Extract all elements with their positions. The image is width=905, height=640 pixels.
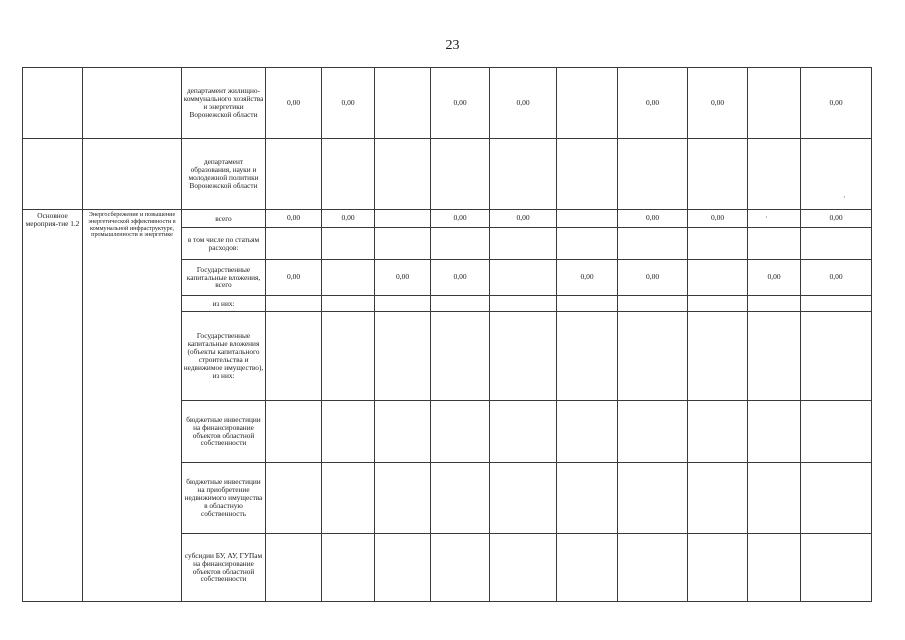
source-cell: в том числе по статьям расходов:	[182, 228, 266, 260]
value-cell: 0,00	[801, 68, 872, 139]
value-cell	[688, 401, 748, 463]
source-cell: субсидии БУ, АУ, ГУПам на финансирование объектов областной собственности	[182, 534, 266, 602]
value-cell	[801, 312, 872, 401]
value-cell	[801, 296, 872, 312]
value-cell	[266, 463, 322, 534]
value-cell	[557, 463, 618, 534]
value-cell	[490, 401, 557, 463]
value-cell: 0,00	[266, 260, 322, 296]
value-cell	[688, 296, 748, 312]
value-cell: 0,00	[618, 210, 688, 228]
value-cell	[748, 401, 801, 463]
value-cell	[322, 260, 375, 296]
value-cell	[490, 463, 557, 534]
value-cell: 0,00	[748, 260, 801, 296]
value-cell: 0,00	[431, 210, 490, 228]
value-cell	[322, 534, 375, 602]
empty-cell	[83, 68, 182, 139]
value-cell	[431, 312, 490, 401]
value-cell: 0,00	[490, 210, 557, 228]
value-cell: 0,00	[801, 260, 872, 296]
value-cell: 0,00	[688, 210, 748, 228]
value-cell	[431, 228, 490, 260]
value-cell	[688, 228, 748, 260]
value-cell	[266, 401, 322, 463]
value-cell	[266, 296, 322, 312]
value-cell	[557, 401, 618, 463]
scan-speck: ·	[843, 193, 846, 202]
value-cell	[375, 210, 431, 228]
value-cell	[557, 139, 618, 210]
value-cell	[375, 312, 431, 401]
value-cell	[431, 139, 490, 210]
value-cell	[490, 228, 557, 260]
value-cell	[266, 534, 322, 602]
value-cell	[266, 312, 322, 401]
value-cell	[801, 463, 872, 534]
value-cell: 0,00	[618, 260, 688, 296]
value-cell	[375, 534, 431, 602]
scan-speck: ·	[264, 193, 267, 202]
value-cell	[748, 68, 801, 139]
value-cell	[431, 463, 490, 534]
value-cell: 0,00	[375, 260, 431, 296]
value-cell	[801, 228, 872, 260]
source-cell: всего	[182, 210, 266, 228]
value-cell	[431, 534, 490, 602]
value-cell	[748, 463, 801, 534]
value-cell	[266, 228, 322, 260]
value-cell	[375, 139, 431, 210]
value-cell	[748, 228, 801, 260]
value-cell	[618, 401, 688, 463]
value-cell	[748, 139, 801, 210]
value-cell	[375, 228, 431, 260]
value-cell	[375, 401, 431, 463]
value-cell: 0,00	[688, 68, 748, 139]
value-cell: 0,00	[801, 210, 872, 228]
value-cell	[557, 210, 618, 228]
value-cell	[748, 534, 801, 602]
value-cell	[490, 312, 557, 401]
value-cell	[618, 463, 688, 534]
value-cell	[688, 534, 748, 602]
value-cell	[490, 260, 557, 296]
value-cell	[322, 296, 375, 312]
value-cell	[748, 312, 801, 401]
value-cell	[618, 228, 688, 260]
value-cell: 0,00	[618, 68, 688, 139]
value-cell	[322, 463, 375, 534]
value-cell: 0,00	[557, 260, 618, 296]
empty-cell	[83, 139, 182, 210]
source-cell: из них:	[182, 296, 266, 312]
value-cell: 0,00	[266, 68, 322, 139]
value-cell	[322, 228, 375, 260]
value-cell	[375, 463, 431, 534]
source-cell: Государственные капитальные вложения, всего	[182, 260, 266, 296]
value-cell	[748, 210, 801, 228]
value-cell	[688, 312, 748, 401]
value-cell: 0,00	[266, 210, 322, 228]
empty-cell	[23, 139, 83, 210]
activity-description: Энергосбережение и повышение энергетической эффективности в коммунальной инфраструктуре, промышленности и энергетике	[83, 210, 182, 602]
row-total	[23, 210, 872, 228]
value-cell	[688, 260, 748, 296]
value-cell	[431, 401, 490, 463]
value-cell	[688, 463, 748, 534]
value-cell	[688, 139, 748, 210]
value-cell: 0,00	[322, 210, 375, 228]
value-cell	[618, 139, 688, 210]
value-cell	[557, 296, 618, 312]
source-cell: департамент образования, науки и молодежной политики Воронежской области	[182, 139, 266, 210]
value-cell	[322, 401, 375, 463]
value-cell: 0,00	[490, 68, 557, 139]
source-cell: департамент жилищно-коммунального хозяйства и энергетики Воронежской области	[182, 68, 266, 139]
page-number: 23	[445, 38, 460, 53]
value-cell	[266, 139, 322, 210]
value-cell	[557, 312, 618, 401]
source-cell: Государственные капитальные вложения (объекты капитального строительства и недвижимое имущество), из них:	[182, 312, 266, 401]
activity-label: Основное мероприя-тие 1.2	[23, 210, 83, 602]
value-cell	[557, 534, 618, 602]
value-cell	[748, 296, 801, 312]
value-cell	[490, 534, 557, 602]
empty-cell	[23, 68, 83, 139]
value-cell	[375, 68, 431, 139]
value-cell	[801, 139, 872, 210]
row-housing-dept	[23, 68, 872, 139]
value-cell: 0,00	[322, 68, 375, 139]
value-cell: 0,00	[431, 68, 490, 139]
funding-table	[22, 67, 872, 602]
scan-speck: ·	[765, 213, 768, 222]
value-cell	[490, 139, 557, 210]
value-cell	[557, 68, 618, 139]
value-cell: 0,00	[431, 260, 490, 296]
value-cell	[322, 139, 375, 210]
value-cell	[618, 312, 688, 401]
value-cell	[801, 534, 872, 602]
value-cell	[618, 534, 688, 602]
source-cell: бюджетные инвестиции на финансирование объектов областной собственности	[182, 401, 266, 463]
row-education-dept	[23, 139, 872, 210]
source-cell: бюджетные инвестиции на приобретение недвижимого имущества в областную собственность	[182, 463, 266, 534]
value-cell	[490, 296, 557, 312]
scan-speck: ·	[555, 193, 558, 202]
value-cell	[618, 296, 688, 312]
value-cell	[801, 401, 872, 463]
value-cell	[375, 296, 431, 312]
value-cell	[557, 228, 618, 260]
value-cell	[322, 312, 375, 401]
value-cell	[431, 296, 490, 312]
